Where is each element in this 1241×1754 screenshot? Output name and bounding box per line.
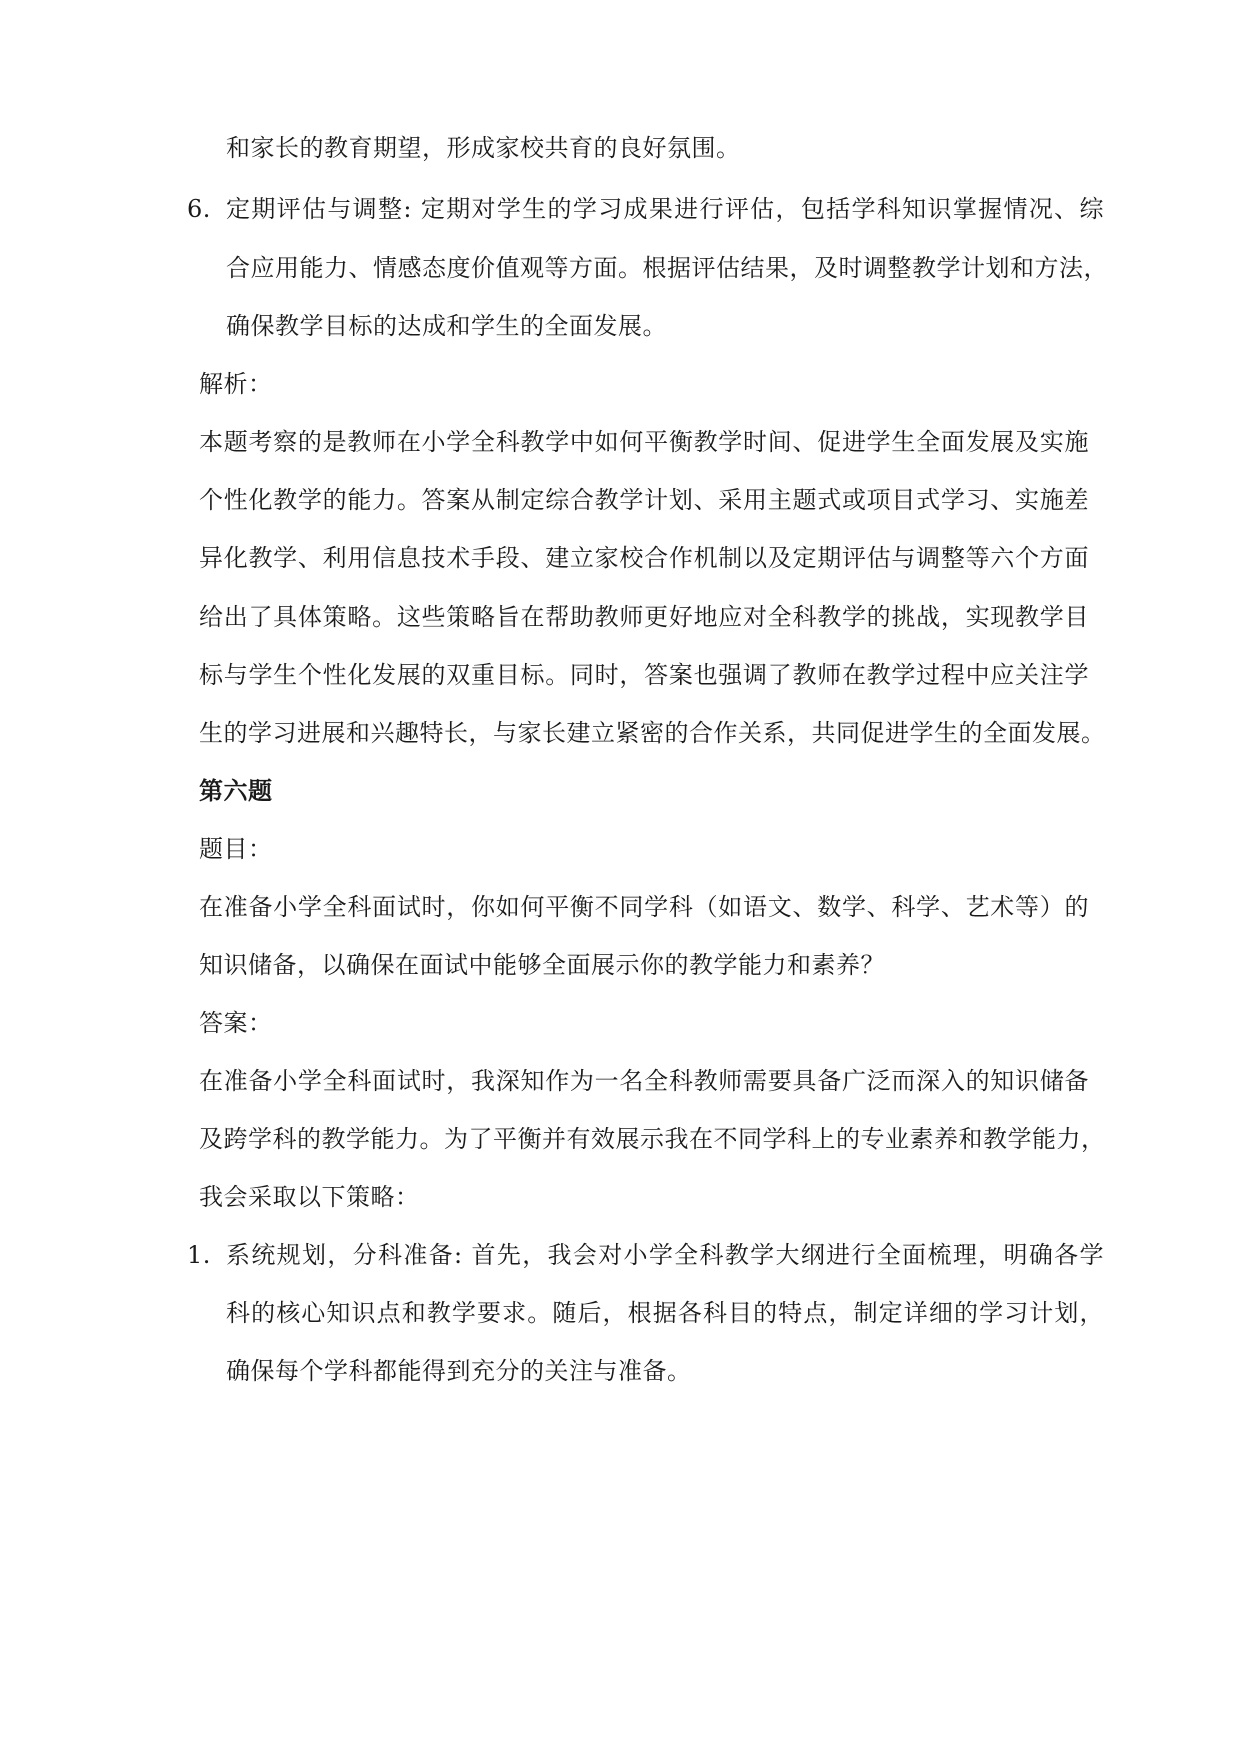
analysis-line: 标与学生个性化发展的双重目标。同时，答案也强调了教师在教学过程中应关注学: [199, 661, 1089, 689]
analysis-label: 解析：: [199, 370, 273, 398]
answer-line: 在准备小学全科面试时，我深知作为一名全科教师需要具备广泛而深入的知识储备: [199, 1067, 1089, 1095]
answer-line: 及跨学科的教学能力。为了平衡并有效展示我在不同学科上的专业素养和教学能力，: [199, 1125, 1106, 1153]
item-1-line: 科的核心知识点和教学要求。随后，根据各科目的特点，制定详细的学习计划，: [226, 1299, 1104, 1327]
item-6-number: 6.: [187, 195, 211, 223]
question-line: 在准备小学全科面试时，你如何平衡不同学科（如语文、数学、科学、艺术等）的: [199, 893, 1089, 921]
analysis-line: 生的学习进展和兴趣特长，与家长建立紧密的合作关系，共同促进学生的全面发展。: [199, 719, 1106, 747]
item-1-line: 确保每个学科都能得到充分的关注与准备。: [226, 1357, 692, 1385]
item-6-line: 合应用能力、情感态度价值观等方面。根据评估结果，及时调整教学计划和方法，: [226, 254, 1108, 282]
analysis-line: 本题考察的是教师在小学全科教学中如何平衡教学时间、促进学生全面发展及实施: [199, 428, 1089, 456]
analysis-line: 个性化教学的能力。答案从制定综合教学计划、采用主题式或项目式学习、实施差: [199, 486, 1089, 514]
item-1-number: 1.: [187, 1241, 211, 1269]
question-label: 题目：: [199, 835, 273, 863]
answer-label: 答案：: [199, 1009, 273, 1037]
section-title: 第六题: [199, 776, 273, 805]
answer-line: 我会采取以下策略：: [199, 1183, 420, 1211]
intro-continuation: 和家长的教育期望，形成家校共育的良好氛围。: [226, 134, 741, 162]
item-6-line: 定期评估与调整: 定期对学生的学习成果进行评估，包括学科知识掌握情况、综: [226, 195, 1104, 223]
question-line: 知识储备，以确保在面试中能够全面展示你的教学能力和素养？: [199, 951, 885, 979]
analysis-line: 异化教学、利用信息技术手段、建立家校合作机制以及定期评估与调整等六个方面: [199, 544, 1089, 572]
item-6-line: 确保教学目标的达成和学生的全面发展。: [226, 312, 667, 340]
item-1-line: 系统规划，分科准备: 首先，我会对小学全科教学大纲进行全面梳理，明确各学: [226, 1241, 1104, 1269]
analysis-line: 给出了具体策略。这些策略旨在帮助教师更好地应对全科教学的挑战，实现教学目: [199, 603, 1089, 631]
